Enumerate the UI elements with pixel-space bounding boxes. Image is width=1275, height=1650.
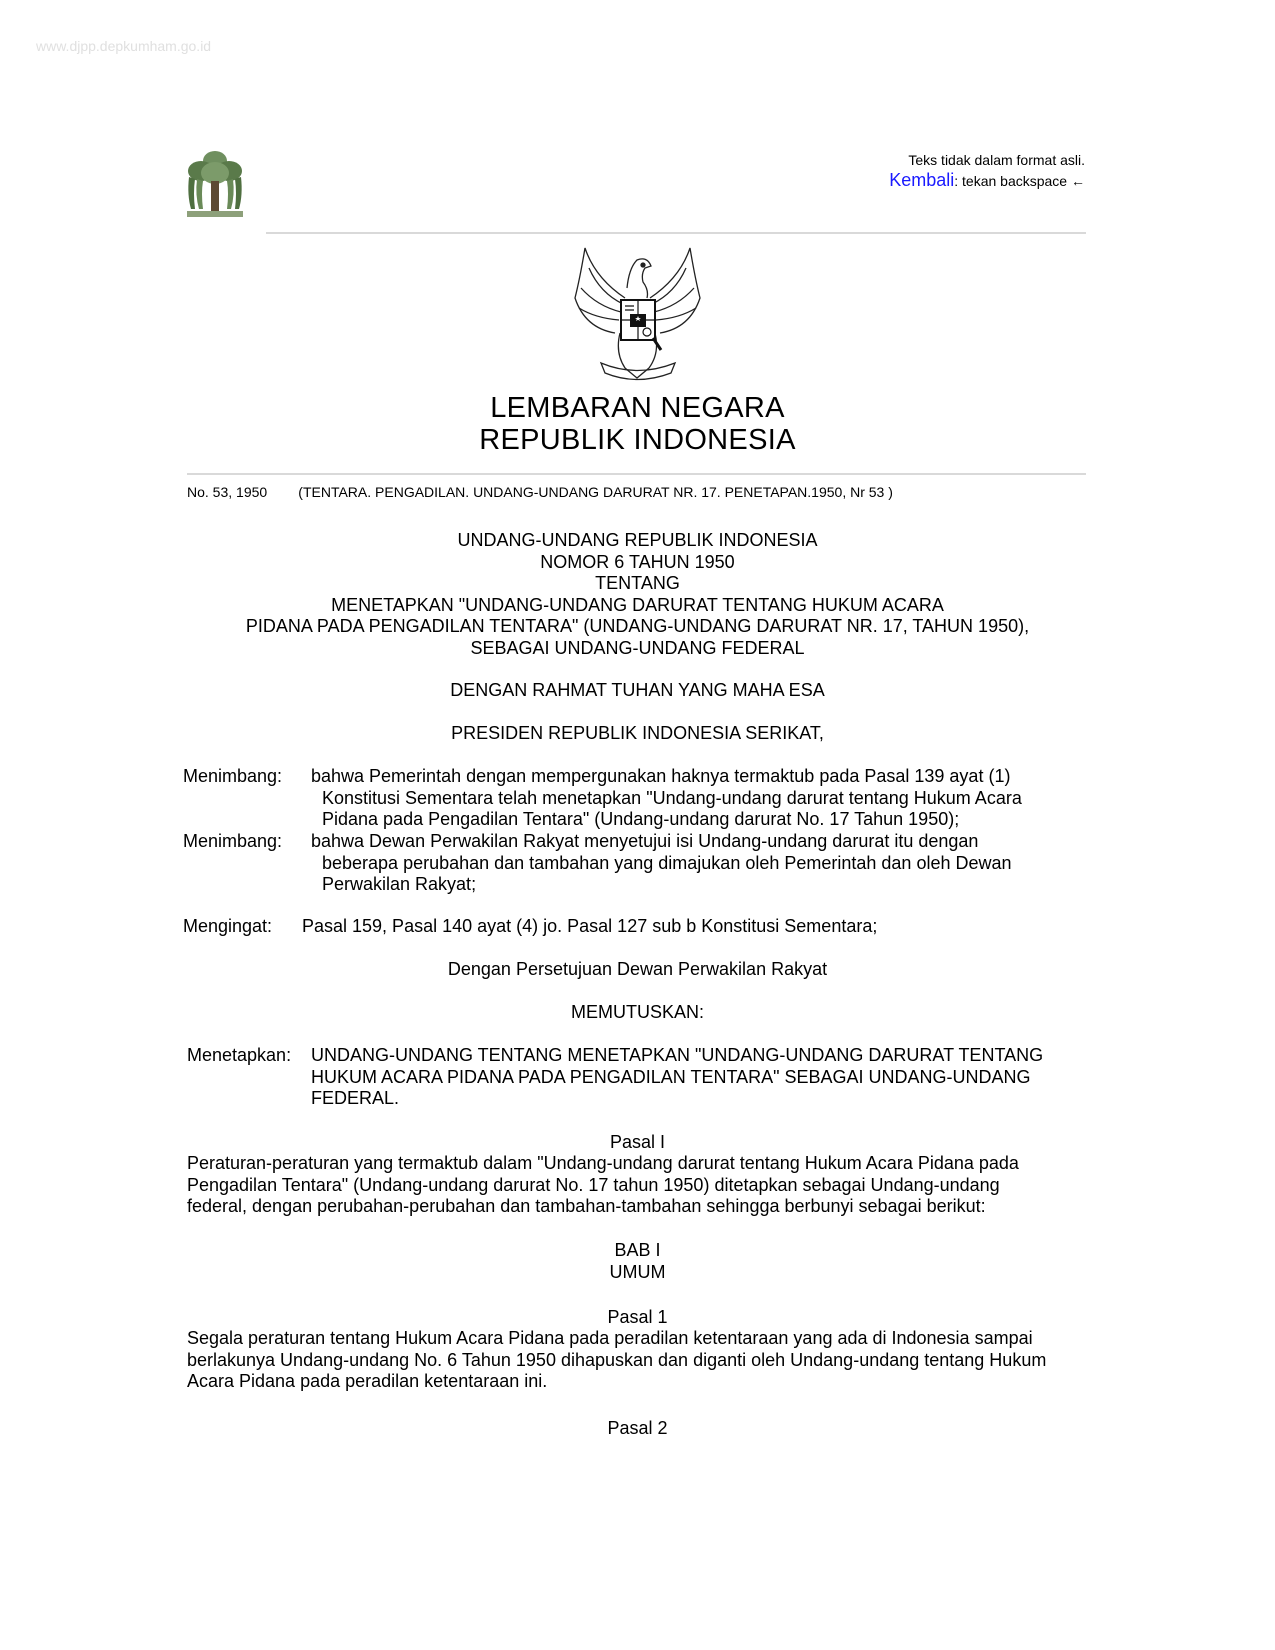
top-divider: [266, 232, 1086, 234]
bab-I-heading: [0, 1240, 1275, 1283]
law-title-line: MENETAPKAN "UNDANG-UNDANG DARURAT TENTANG HUKUM ACARA: [331, 594, 944, 615]
considering-line: Konstitusi Sementara telah menetapkan "Undang-undang darurat tentang Hukum Acara: [322, 787, 1022, 808]
tree-logo-icon: [183, 147, 247, 219]
considering-line: Pidana pada Pengadilan Tentara" (Undang-undang darurat No. 17 Tahun 1950);: [322, 809, 960, 829]
pasal-I-line: federal, dengan perubahan-perubahan dan tambahan-tambahan sehingga berbunyi sebagai berikut:: [187, 1196, 986, 1216]
pasal-1-line: Segala peraturan tentang Hukum Acara Pidana pada peradilan ketentaraan yang ada di Indonesia sampai: [187, 1328, 1033, 1348]
pasal-1-text: [187, 1328, 1087, 1393]
gazette-title-line2: REPUBLIK INDONESIA: [479, 424, 796, 456]
law-title-line: UNDANG-UNDANG REPUBLIK INDONESIA: [457, 530, 818, 550]
decide-heading: MEMUTUSKAN:: [570, 1002, 704, 1022]
enact-label: Menetapkan:: [187, 1045, 292, 1065]
pasal-I-line: Pengadilan Tentara" (Undang-undang darurat No. 17 tahun 1950) ditetapkan sebagai Undang-undang: [187, 1174, 1000, 1195]
law-title-line: PIDANA PADA PENGADILAN TENTARA" (UNDANG-UNDANG DARURAT NR. 17, TAHUN 1950),: [245, 616, 1030, 636]
president-heading: PRESIDEN REPUBLIK INDONESIA SERIKAT,: [451, 723, 824, 743]
considering-label-1: Menimbang:: [183, 766, 283, 786]
back-instruction: [889, 170, 1085, 191]
gazette-title: [0, 392, 1275, 456]
pasal-I-text: [187, 1153, 1087, 1218]
back-link[interactable]: Kembali: [889, 170, 955, 190]
notice-text: Teks tidak dalam format asli.: [908, 152, 1085, 168]
enact-text: [311, 1045, 1091, 1110]
issue-description: (TENTARA. PENGADILAN. UNDANG-UNDANG DARURAT NR. 17. PENETAPAN.1950, Nr 53 ): [298, 484, 893, 500]
considering-line: beberapa perubahan dan tambahan yang dimajukan oleh Pemerintah dan oleh Dewan: [322, 852, 1012, 873]
pasal-1-line: berlakunya Undang-undang No. 6 Tahun 1950 dihapuskan dan diganti oleh Undang-undang tentang Hukum: [187, 1349, 1047, 1370]
pasal-I-line: Peraturan-peraturan yang termaktub dalam "Undang-undang darurat tentang Hukum Acara Pidana pada: [187, 1153, 1019, 1173]
considering-line: bahwa Dewan Perwakilan Rakyat menyetujui isi Undang-undang darurat itu dengan: [311, 831, 979, 851]
considering-text-1: [311, 766, 1111, 831]
law-title: [0, 530, 1275, 659]
back-instruction-text: : tekan backspace ←: [954, 173, 1085, 189]
considering-line: Perwakilan Rakyat;: [322, 874, 477, 894]
gazette-title-line1: LEMBARAN NEGARA: [490, 392, 785, 424]
pasal-2-heading: Pasal 2: [607, 1418, 668, 1438]
bab-number: BAB I: [614, 1240, 661, 1260]
remembering-label: Mengingat:: [183, 916, 273, 936]
law-title-line: NOMOR 6 TAHUN 1950: [540, 551, 735, 572]
enact-line: HUKUM ACARA PIDANA PADA PENGADILAN TENTARA" SEBAGAI UNDANG-UNDANG: [311, 1066, 1031, 1087]
issue-line: [187, 484, 893, 500]
blessing: DENGAN RAHMAT TUHAN YANG MAHA ESA: [450, 680, 825, 700]
law-title-line: SEBAGAI UNDANG-UNDANG FEDERAL: [470, 637, 805, 658]
enact-line: FEDERAL.: [311, 1088, 400, 1108]
considering-line: bahwa Pemerintah dengan mempergunakan haknya termaktub pada Pasal 139 ayat (1): [311, 766, 1011, 786]
bab-title: UMUM: [609, 1261, 666, 1282]
pasal-I-heading: Pasal I: [609, 1132, 666, 1152]
format-notice: [889, 150, 1085, 191]
pasal-1-line: Acara Pidana pada peradilan ketentaraan ini.: [187, 1371, 548, 1391]
issue-number: No. 53, 1950: [187, 484, 268, 500]
approval-line: Dengan Persetujuan Dewan Perwakilan Rakyat: [447, 959, 828, 979]
considering-label-2: Menimbang:: [183, 831, 283, 851]
pasal-1-heading: Pasal 1: [607, 1307, 668, 1327]
garuda-emblem-icon: [565, 238, 710, 388]
law-title-line: TENTANG: [595, 573, 680, 593]
watermark-url: www.djpp.depkumham.go.id: [36, 38, 212, 54]
header-divider: [187, 473, 1086, 475]
remembering-text: Pasal 159, Pasal 140 ayat (4) jo. Pasal 127 sub b Konstitusi Sementara;: [302, 916, 878, 936]
considering-text-2: [311, 831, 1111, 896]
enact-line: UNDANG-UNDANG TENTANG MENETAPKAN "UNDANG-UNDANG DARURAT TENTANG: [311, 1045, 1044, 1065]
